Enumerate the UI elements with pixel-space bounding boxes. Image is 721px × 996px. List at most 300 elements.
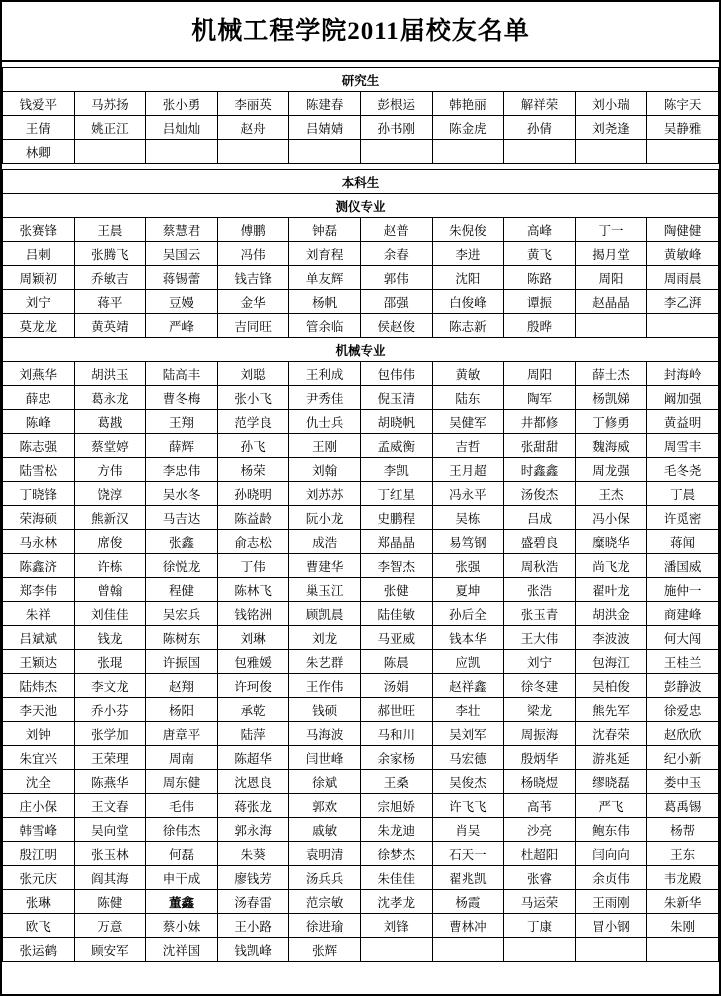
name-cell: 徐斌 (289, 770, 361, 794)
name-cell: 陆雪松 (3, 458, 75, 482)
name-cell: 马亚威 (360, 626, 432, 650)
name-cell: 钟磊 (289, 218, 361, 242)
table-row (3, 92, 719, 116)
name-cell: 包伟伟 (360, 362, 432, 386)
name-cell: 阎其海 (74, 866, 146, 890)
name-cell: 阚加强 (647, 386, 719, 410)
table-row (3, 506, 719, 530)
table-row (3, 794, 719, 818)
name-cell: 周龙强 (575, 458, 647, 482)
empty-cell (217, 140, 289, 164)
name-cell: 王作伟 (289, 674, 361, 698)
name-cell: 刘燕华 (3, 362, 75, 386)
name-cell: 申干成 (146, 866, 218, 890)
table-row (3, 674, 719, 698)
name-cell: 包雅媛 (217, 650, 289, 674)
name-cell: 曹林冲 (432, 914, 504, 938)
name-cell: 朱新华 (647, 890, 719, 914)
name-cell: 吉同旺 (217, 314, 289, 338)
name-cell: 陈健 (74, 890, 146, 914)
name-cell: 吉哲 (432, 434, 504, 458)
name-cell: 周雪丰 (647, 434, 719, 458)
table-row (3, 482, 719, 506)
table-row (3, 266, 719, 290)
name-cell: 丁修勇 (575, 410, 647, 434)
name-cell: 余贞伟 (575, 866, 647, 890)
name-cell: 陈建春 (289, 92, 361, 116)
name-cell: 刘育程 (289, 242, 361, 266)
name-cell: 陈金虎 (432, 116, 504, 140)
name-cell: 张学加 (74, 722, 146, 746)
undergraduate-table (2, 169, 719, 962)
name-cell: 沈阳 (432, 266, 504, 290)
name-cell: 饶淳 (74, 482, 146, 506)
name-cell: 毛冬尧 (647, 458, 719, 482)
name-cell: 周东健 (146, 770, 218, 794)
name-cell: 傅鹏 (217, 218, 289, 242)
name-cell: 陆佳敏 (360, 602, 432, 626)
name-cell: 马宏德 (432, 746, 504, 770)
table-row (3, 698, 719, 722)
name-cell: 郭永海 (217, 818, 289, 842)
name-cell: 梁龙 (504, 698, 576, 722)
name-cell: 马和川 (360, 722, 432, 746)
name-cell: 蔡堂婷 (74, 434, 146, 458)
table-row (3, 842, 719, 866)
name-cell: 夏坤 (432, 578, 504, 602)
name-cell: 蒋张龙 (217, 794, 289, 818)
name-cell: 陈林飞 (217, 578, 289, 602)
name-cell: 吕灿灿 (146, 116, 218, 140)
name-cell: 孙书刚 (360, 116, 432, 140)
name-cell: 杨帆 (289, 290, 361, 314)
name-cell: 承乾 (217, 698, 289, 722)
page-title: 机械工程学院2011届校友名单 (2, 2, 719, 62)
name-cell: 王桂兰 (647, 650, 719, 674)
name-cell: 孙后全 (432, 602, 504, 626)
name-cell: 宗旭娇 (360, 794, 432, 818)
name-cell: 杨霞 (432, 890, 504, 914)
name-cell: 陈志强 (3, 434, 75, 458)
name-cell: 李凯 (360, 458, 432, 482)
name-cell: 丁伟 (217, 554, 289, 578)
name-cell: 马永林 (3, 530, 75, 554)
name-cell: 马苏扬 (74, 92, 146, 116)
name-cell: 胡洪玉 (74, 362, 146, 386)
ceyi-major-rows (3, 218, 719, 338)
name-cell: 顾凯晨 (289, 602, 361, 626)
name-cell: 汤兵兵 (289, 866, 361, 890)
name-cell: 张赛锋 (3, 218, 75, 242)
name-cell: 王东 (647, 842, 719, 866)
name-cell: 李文龙 (74, 674, 146, 698)
name-cell: 王晨 (74, 218, 146, 242)
name-cell: 马海波 (289, 722, 361, 746)
name-cell: 朱倪俊 (432, 218, 504, 242)
name-cell: 陈峰 (3, 410, 75, 434)
name-cell: 吕刺 (3, 242, 75, 266)
name-cell: 许珂俊 (217, 674, 289, 698)
name-cell: 刘龙 (289, 626, 361, 650)
name-cell: 王大伟 (504, 626, 576, 650)
empty-cell (504, 140, 576, 164)
name-cell: 周南 (146, 746, 218, 770)
name-cell: 丁一 (575, 218, 647, 242)
name-cell: 陈路 (504, 266, 576, 290)
name-cell: 王杰 (575, 482, 647, 506)
jixie-major-header-row (3, 338, 719, 362)
name-cell: 鲍东伟 (575, 818, 647, 842)
name-cell: 商建峰 (647, 602, 719, 626)
name-cell: 周秋浩 (504, 554, 576, 578)
name-cell: 阮小龙 (289, 506, 361, 530)
empty-cell (432, 140, 504, 164)
name-cell: 吴水冬 (146, 482, 218, 506)
name-cell: 万意 (74, 914, 146, 938)
name-cell: 刘宁 (3, 290, 75, 314)
name-cell: 蔡慧君 (146, 218, 218, 242)
empty-cell (647, 314, 719, 338)
name-cell: 吕斌斌 (3, 626, 75, 650)
name-cell: 包海江 (575, 650, 647, 674)
section-header-ceyi-major: 测仪专业 (3, 194, 719, 218)
table-row (3, 290, 719, 314)
name-cell: 易笃钢 (432, 530, 504, 554)
name-cell: 韦龙殿 (647, 866, 719, 890)
name-cell: 陈鑫济 (3, 554, 75, 578)
name-cell: 周阳 (575, 266, 647, 290)
name-cell: 揭月堂 (575, 242, 647, 266)
name-cell: 刘琳 (217, 626, 289, 650)
name-cell: 钱铭洲 (217, 602, 289, 626)
name-cell: 黄敏峰 (647, 242, 719, 266)
name-cell: 熊新汉 (74, 506, 146, 530)
name-cell: 余春 (360, 242, 432, 266)
name-cell: 成浩 (289, 530, 361, 554)
name-cell: 沈全 (3, 770, 75, 794)
name-cell: 郭伟 (360, 266, 432, 290)
name-cell: 张健 (360, 578, 432, 602)
name-cell: 缪晓磊 (575, 770, 647, 794)
table-row (3, 434, 719, 458)
name-cell: 陈宇天 (647, 92, 719, 116)
name-cell: 陶军 (504, 386, 576, 410)
name-cell: 张腾飞 (74, 242, 146, 266)
name-cell: 俞志松 (217, 530, 289, 554)
table-row (3, 650, 719, 674)
name-cell: 周雨晨 (647, 266, 719, 290)
name-cell: 仇士兵 (289, 410, 361, 434)
name-cell: 尹秀佳 (289, 386, 361, 410)
name-cell: 何磊 (146, 842, 218, 866)
name-cell: 余家杨 (360, 746, 432, 770)
name-cell: 郑晶晶 (360, 530, 432, 554)
name-cell: 曹冬梅 (146, 386, 218, 410)
name-cell: 史鹏程 (360, 506, 432, 530)
name-cell: 陆萍 (217, 722, 289, 746)
name-cell: 殷炳华 (504, 746, 576, 770)
name-cell: 彭静波 (647, 674, 719, 698)
name-cell: 吕婧婧 (289, 116, 361, 140)
table-row (3, 314, 719, 338)
name-cell: 许振国 (146, 650, 218, 674)
name-cell: 熊先军 (575, 698, 647, 722)
name-cell: 杨荣 (217, 458, 289, 482)
name-cell: 荣海硕 (3, 506, 75, 530)
name-cell: 曾翰 (74, 578, 146, 602)
name-cell: 朱佳佳 (360, 866, 432, 890)
name-cell: 李波波 (575, 626, 647, 650)
name-cell: 吴柏俊 (575, 674, 647, 698)
name-cell: 郭欢 (289, 794, 361, 818)
name-cell: 施仲一 (647, 578, 719, 602)
name-cell: 廖钱芳 (217, 866, 289, 890)
name-cell: 严飞 (575, 794, 647, 818)
name-cell: 高峰 (504, 218, 576, 242)
name-cell: 冯伟 (217, 242, 289, 266)
name-cell: 莫龙龙 (3, 314, 75, 338)
name-cell: 陈晨 (360, 650, 432, 674)
name-cell: 应凯 (432, 650, 504, 674)
name-cell: 白俊峰 (432, 290, 504, 314)
name-cell: 胡晓帆 (360, 410, 432, 434)
name-cell: 徐伟杰 (146, 818, 218, 842)
name-cell: 巢玉江 (289, 578, 361, 602)
name-cell: 许栋 (74, 554, 146, 578)
name-cell: 戚敏 (289, 818, 361, 842)
name-cell: 殷江明 (3, 842, 75, 866)
name-cell: 乔敏吉 (74, 266, 146, 290)
name-cell: 王桑 (360, 770, 432, 794)
name-cell: 侯赵俊 (360, 314, 432, 338)
name-cell: 薛辉 (146, 434, 218, 458)
name-cell: 赵舟 (217, 116, 289, 140)
name-cell: 赵翔 (146, 674, 218, 698)
name-cell: 尚飞龙 (575, 554, 647, 578)
name-cell: 时鑫鑫 (504, 458, 576, 482)
name-cell: 冯永平 (432, 482, 504, 506)
name-cell: 井都修 (504, 410, 576, 434)
name-cell: 沈孝龙 (360, 890, 432, 914)
name-cell: 解祥荣 (504, 92, 576, 116)
name-cell: 管余临 (289, 314, 361, 338)
name-cell: 郝世旺 (360, 698, 432, 722)
name-cell: 陈益龄 (217, 506, 289, 530)
name-cell: 李忠伟 (146, 458, 218, 482)
name-cell: 郑李伟 (3, 578, 75, 602)
name-cell: 许觅密 (647, 506, 719, 530)
name-cell: 吴俊杰 (432, 770, 504, 794)
name-cell: 徐悦龙 (146, 554, 218, 578)
name-cell: 薛忠 (3, 386, 75, 410)
name-cell: 张玉青 (504, 602, 576, 626)
name-cell: 豆嫚 (146, 290, 218, 314)
name-cell: 黄飞 (504, 242, 576, 266)
name-cell: 谭振 (504, 290, 576, 314)
name-cell: 王倩 (3, 116, 75, 140)
table-row (3, 530, 719, 554)
table-row (3, 818, 719, 842)
table-row (3, 602, 719, 626)
name-cell: 蔡小妹 (146, 914, 218, 938)
name-cell: 盛碧良 (504, 530, 576, 554)
empty-cell (504, 938, 576, 962)
name-cell: 李天池 (3, 698, 75, 722)
empty-cell (146, 140, 218, 164)
name-cell: 李进 (432, 242, 504, 266)
name-cell: 李乙湃 (647, 290, 719, 314)
name-cell: 孟威衡 (360, 434, 432, 458)
name-cell: 袁明清 (289, 842, 361, 866)
name-cell: 唐章平 (146, 722, 218, 746)
name-cell: 张睿 (504, 866, 576, 890)
section-header-undergraduate: 本科生 (3, 170, 719, 194)
name-cell: 王荣理 (74, 746, 146, 770)
name-cell: 翟兆凯 (432, 866, 504, 890)
name-cell: 纪小新 (647, 746, 719, 770)
table-row (3, 938, 719, 962)
name-cell: 王月超 (432, 458, 504, 482)
table-row (3, 578, 719, 602)
name-cell: 陈燕华 (74, 770, 146, 794)
name-cell: 朱祥 (3, 602, 75, 626)
name-cell: 顾安军 (74, 938, 146, 962)
name-cell: 陈超华 (217, 746, 289, 770)
name-cell: 范学良 (217, 410, 289, 434)
name-cell: 李智杰 (360, 554, 432, 578)
name-cell: 徐爱忠 (647, 698, 719, 722)
name-cell: 张玉林 (74, 842, 146, 866)
jixie-major-rows (3, 362, 719, 962)
name-cell: 钱龙 (74, 626, 146, 650)
name-cell: 赵祥鑫 (432, 674, 504, 698)
name-cell: 陆东 (432, 386, 504, 410)
name-cell: 吴静雅 (647, 116, 719, 140)
name-cell: 陈志新 (432, 314, 504, 338)
name-cell: 王小路 (217, 914, 289, 938)
name-cell: 张元庆 (3, 866, 75, 890)
empty-cell (289, 140, 361, 164)
name-cell: 张小勇 (146, 92, 218, 116)
name-cell: 朱龙迪 (360, 818, 432, 842)
name-cell: 刘尧逢 (575, 116, 647, 140)
name-cell: 程健 (146, 578, 218, 602)
name-cell: 魏海威 (575, 434, 647, 458)
name-cell: 汤春雷 (217, 890, 289, 914)
table-row (3, 722, 719, 746)
name-cell: 丁晓锋 (3, 482, 75, 506)
name-cell: 徐进瑜 (289, 914, 361, 938)
name-cell: 钱硕 (289, 698, 361, 722)
name-cell: 沈春荣 (575, 722, 647, 746)
empty-cell (74, 140, 146, 164)
name-cell: 游兆延 (575, 746, 647, 770)
name-cell: 赵普 (360, 218, 432, 242)
name-cell: 孙晓明 (217, 482, 289, 506)
empty-cell (575, 938, 647, 962)
name-cell: 庄小保 (3, 794, 75, 818)
name-cell: 曹建华 (289, 554, 361, 578)
name-cell: 沙亮 (504, 818, 576, 842)
name-cell: 黄英靖 (74, 314, 146, 338)
name-cell: 陆高丰 (146, 362, 218, 386)
name-cell: 张小飞 (217, 386, 289, 410)
table-row (3, 116, 719, 140)
name-cell: 张强 (432, 554, 504, 578)
name-cell: 王颖达 (3, 650, 75, 674)
name-cell: 石天一 (432, 842, 504, 866)
name-cell: 刘佳佳 (74, 602, 146, 626)
name-cell: 韩艳丽 (432, 92, 504, 116)
name-cell: 周阳 (504, 362, 576, 386)
name-cell: 汤俊杰 (504, 482, 576, 506)
name-cell: 刘小瑞 (575, 92, 647, 116)
name-cell: 丁红星 (360, 482, 432, 506)
name-cell: 周振海 (504, 722, 576, 746)
name-cell: 黄敏 (432, 362, 504, 386)
name-cell: 杨凯娣 (575, 386, 647, 410)
name-cell: 张琳 (3, 890, 75, 914)
name-cell: 汤娟 (360, 674, 432, 698)
name-cell: 王文春 (74, 794, 146, 818)
name-cell: 欧飞 (3, 914, 75, 938)
name-cell: 蒋闻 (647, 530, 719, 554)
name-cell: 何大闯 (647, 626, 719, 650)
name-cell: 钱吉锋 (217, 266, 289, 290)
name-cell: 林卿 (3, 140, 75, 164)
name-cell: 乔小芬 (74, 698, 146, 722)
name-cell: 刘钟 (3, 722, 75, 746)
table-row (3, 386, 719, 410)
name-cell: 娄中玉 (647, 770, 719, 794)
empty-cell (432, 938, 504, 962)
name-cell: 糜晓华 (575, 530, 647, 554)
undergraduate-header-row (3, 170, 719, 218)
name-cell: 周颖初 (3, 266, 75, 290)
name-cell: 闫世峰 (289, 746, 361, 770)
name-cell: 张鑫 (146, 530, 218, 554)
name-cell: 陆炜杰 (3, 674, 75, 698)
table-row (3, 140, 719, 164)
empty-cell (647, 140, 719, 164)
name-cell: 席俊 (74, 530, 146, 554)
name-cell: 殷晔 (504, 314, 576, 338)
name-cell: 孙倩 (504, 116, 576, 140)
name-cell: 翟叶龙 (575, 578, 647, 602)
empty-cell (575, 140, 647, 164)
table-row (3, 626, 719, 650)
name-cell: 范宗敏 (289, 890, 361, 914)
name-cell: 丁晨 (647, 482, 719, 506)
name-cell: 马运荣 (504, 890, 576, 914)
table-row (3, 890, 719, 914)
name-cell: 朱宜兴 (3, 746, 75, 770)
name-cell: 封海岭 (647, 362, 719, 386)
name-cell: 韩雪峰 (3, 818, 75, 842)
name-cell: 胡洪金 (575, 602, 647, 626)
name-cell: 姚正江 (74, 116, 146, 140)
name-cell: 朱艺群 (289, 650, 361, 674)
name-cell: 张甜甜 (504, 434, 576, 458)
name-cell: 肖吴 (432, 818, 504, 842)
name-cell: 王利成 (289, 362, 361, 386)
name-cell: 王翔 (146, 410, 218, 434)
name-cell: 朱葵 (217, 842, 289, 866)
name-cell: 刘宁 (504, 650, 576, 674)
name-cell: 徐梦杰 (360, 842, 432, 866)
name-cell: 邵强 (360, 290, 432, 314)
section-header-graduate: 研究生 (3, 68, 719, 92)
